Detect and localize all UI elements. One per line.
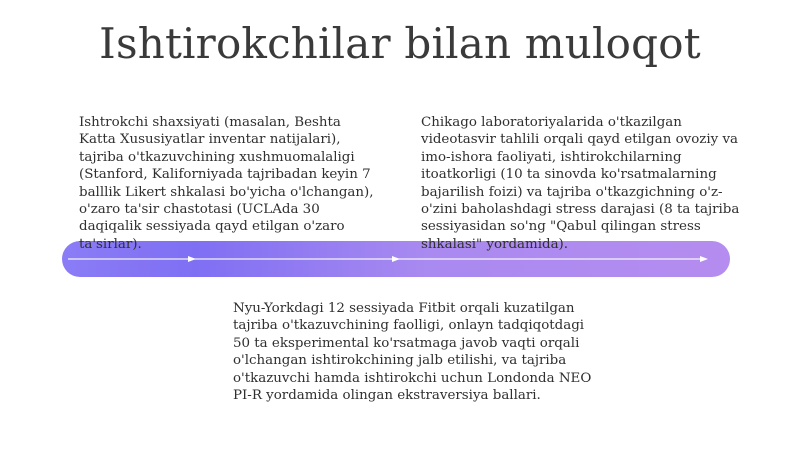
- text-block-3: Nyu-Yorkdagi 12 sessiyada Fitbit orqali kuzatilgan tajriba o'tkazuvchining faolligi, onlayn tadqiqotdagi 50 ta eksperimental ko'rsatmaga javob vaqti orqali o'lchangan ishtirokchining jalb etilishi, va tajriba o'tkazuvchi hamda ishtirokchi uchun Londonda NEO PI-R yordamida olingan ekstraversiya ballari.: [233, 301, 592, 404]
- text-block-1: Ishtrokchi shaxsiyati (masalan, Beshta Katta Xususiyatlar inventar natijalari), tajriba o'tkazuvchining xushmuomalaligi (Stanford, Kaliforniyada tajribadan keyin 7 balllik Likert shkalasi bo'yicha o'lchangan), o'zaro ta'sir chastotasi (UCLAda 30 daqiqalik sessiyada qayd etilgan o'zaro ta'sirlar).: [79, 115, 374, 252]
- slide-title: Ishtirokchilar bilan muloqot: [99, 19, 701, 68]
- text-block-2: Chikago laboratoriyalarida o'tkazilgan videotasvir tahlili orqali qayd etilgan ovoziy va imo-ishora faoliyati, ishtirokchilarning itoatkorligi (10 ta sinovda ko'rsatmalarning bajarilish foizi) va tajriba o'tkazgichning o'z-o'zini baholashdagi stress darajasi (8 ta tajriba sessiyasidan so'ng "Qabul qilingan stress shkalasi" yordamida).: [421, 115, 740, 252]
